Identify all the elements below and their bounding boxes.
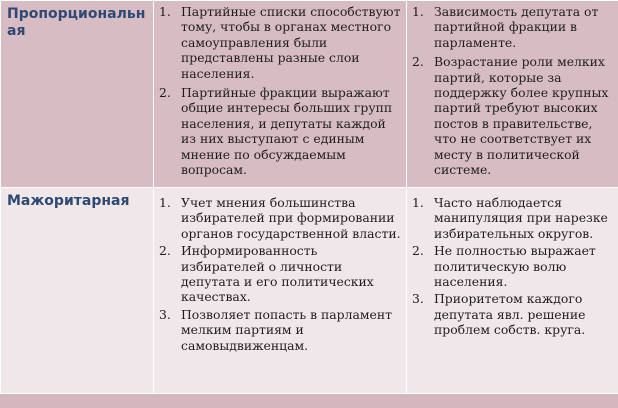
list-item: [159, 243, 402, 305]
system-name-cell: Мажоритарная: [1, 188, 154, 394]
item-number: 1.: [159, 195, 181, 241]
item-text: Зависимость депутата от партийной фракции в парламенте.: [434, 4, 614, 50]
disadvantages-cell: [407, 0, 618, 188]
list-item: [412, 243, 614, 289]
item-text: Партийные фракции выражают общие интересы больших групп населения, и депутаты каждой из них выступают с единым мнение по обсуждаемым вопросам.: [181, 85, 402, 177]
list-item: [412, 4, 614, 50]
item-text: Приоритетом каждого депутата явл. решение проблем собств. круга.: [434, 291, 614, 337]
item-number: 1.: [412, 4, 434, 50]
item-number: 2.: [159, 243, 181, 305]
list-item: [412, 291, 614, 337]
disadvantages-list: [407, 188, 618, 338]
list-item: [412, 54, 614, 177]
advantages-cell: [154, 188, 407, 394]
list-item: [159, 307, 402, 353]
advantages-cell: [154, 0, 407, 188]
disadvantages-cell: [407, 188, 618, 394]
item-text: Информированность избирателей о личности депутата и его политических качествах.: [181, 243, 402, 305]
item-text: Партийные списки способствуют тому, чтобы в органах местного самоуправления были представлены разные слои населения.: [181, 4, 402, 81]
item-number: 3.: [412, 291, 434, 337]
item-text: Возрастание роли мелких партий, которые за поддержку более крупных партий требуют высоких постов в правительстве, что не соответствует их месту в политической системе.: [434, 54, 614, 177]
item-text: Учет мнения большинства избирателей при формировании органов государственной власти.: [181, 195, 402, 241]
item-text: Не полностью выражает политическую волю населения.: [434, 243, 614, 289]
item-number: 2.: [412, 54, 434, 177]
list-item: [159, 195, 402, 241]
item-number: 3.: [159, 307, 181, 353]
item-text: Часто наблюдается манипуляция при нарезке избирательных округов.: [434, 195, 614, 241]
item-number: 2.: [412, 243, 434, 289]
system-name-cell: Пропорциональная: [1, 0, 154, 188]
list-item: [159, 85, 402, 177]
advantages-list: [154, 1, 406, 177]
list-item: [412, 195, 614, 241]
table-row: [1, 0, 618, 188]
item-number: 2.: [159, 85, 181, 177]
item-number: 1.: [159, 4, 181, 81]
list-item: [159, 4, 402, 81]
item-number: 1.: [412, 195, 434, 241]
item-text: Позволяет попасть в парламент мелким партиям и самовыдвиженцам.: [181, 307, 402, 353]
table-row: [1, 188, 618, 394]
advantages-list: [154, 188, 406, 353]
disadvantages-list: [407, 1, 618, 177]
